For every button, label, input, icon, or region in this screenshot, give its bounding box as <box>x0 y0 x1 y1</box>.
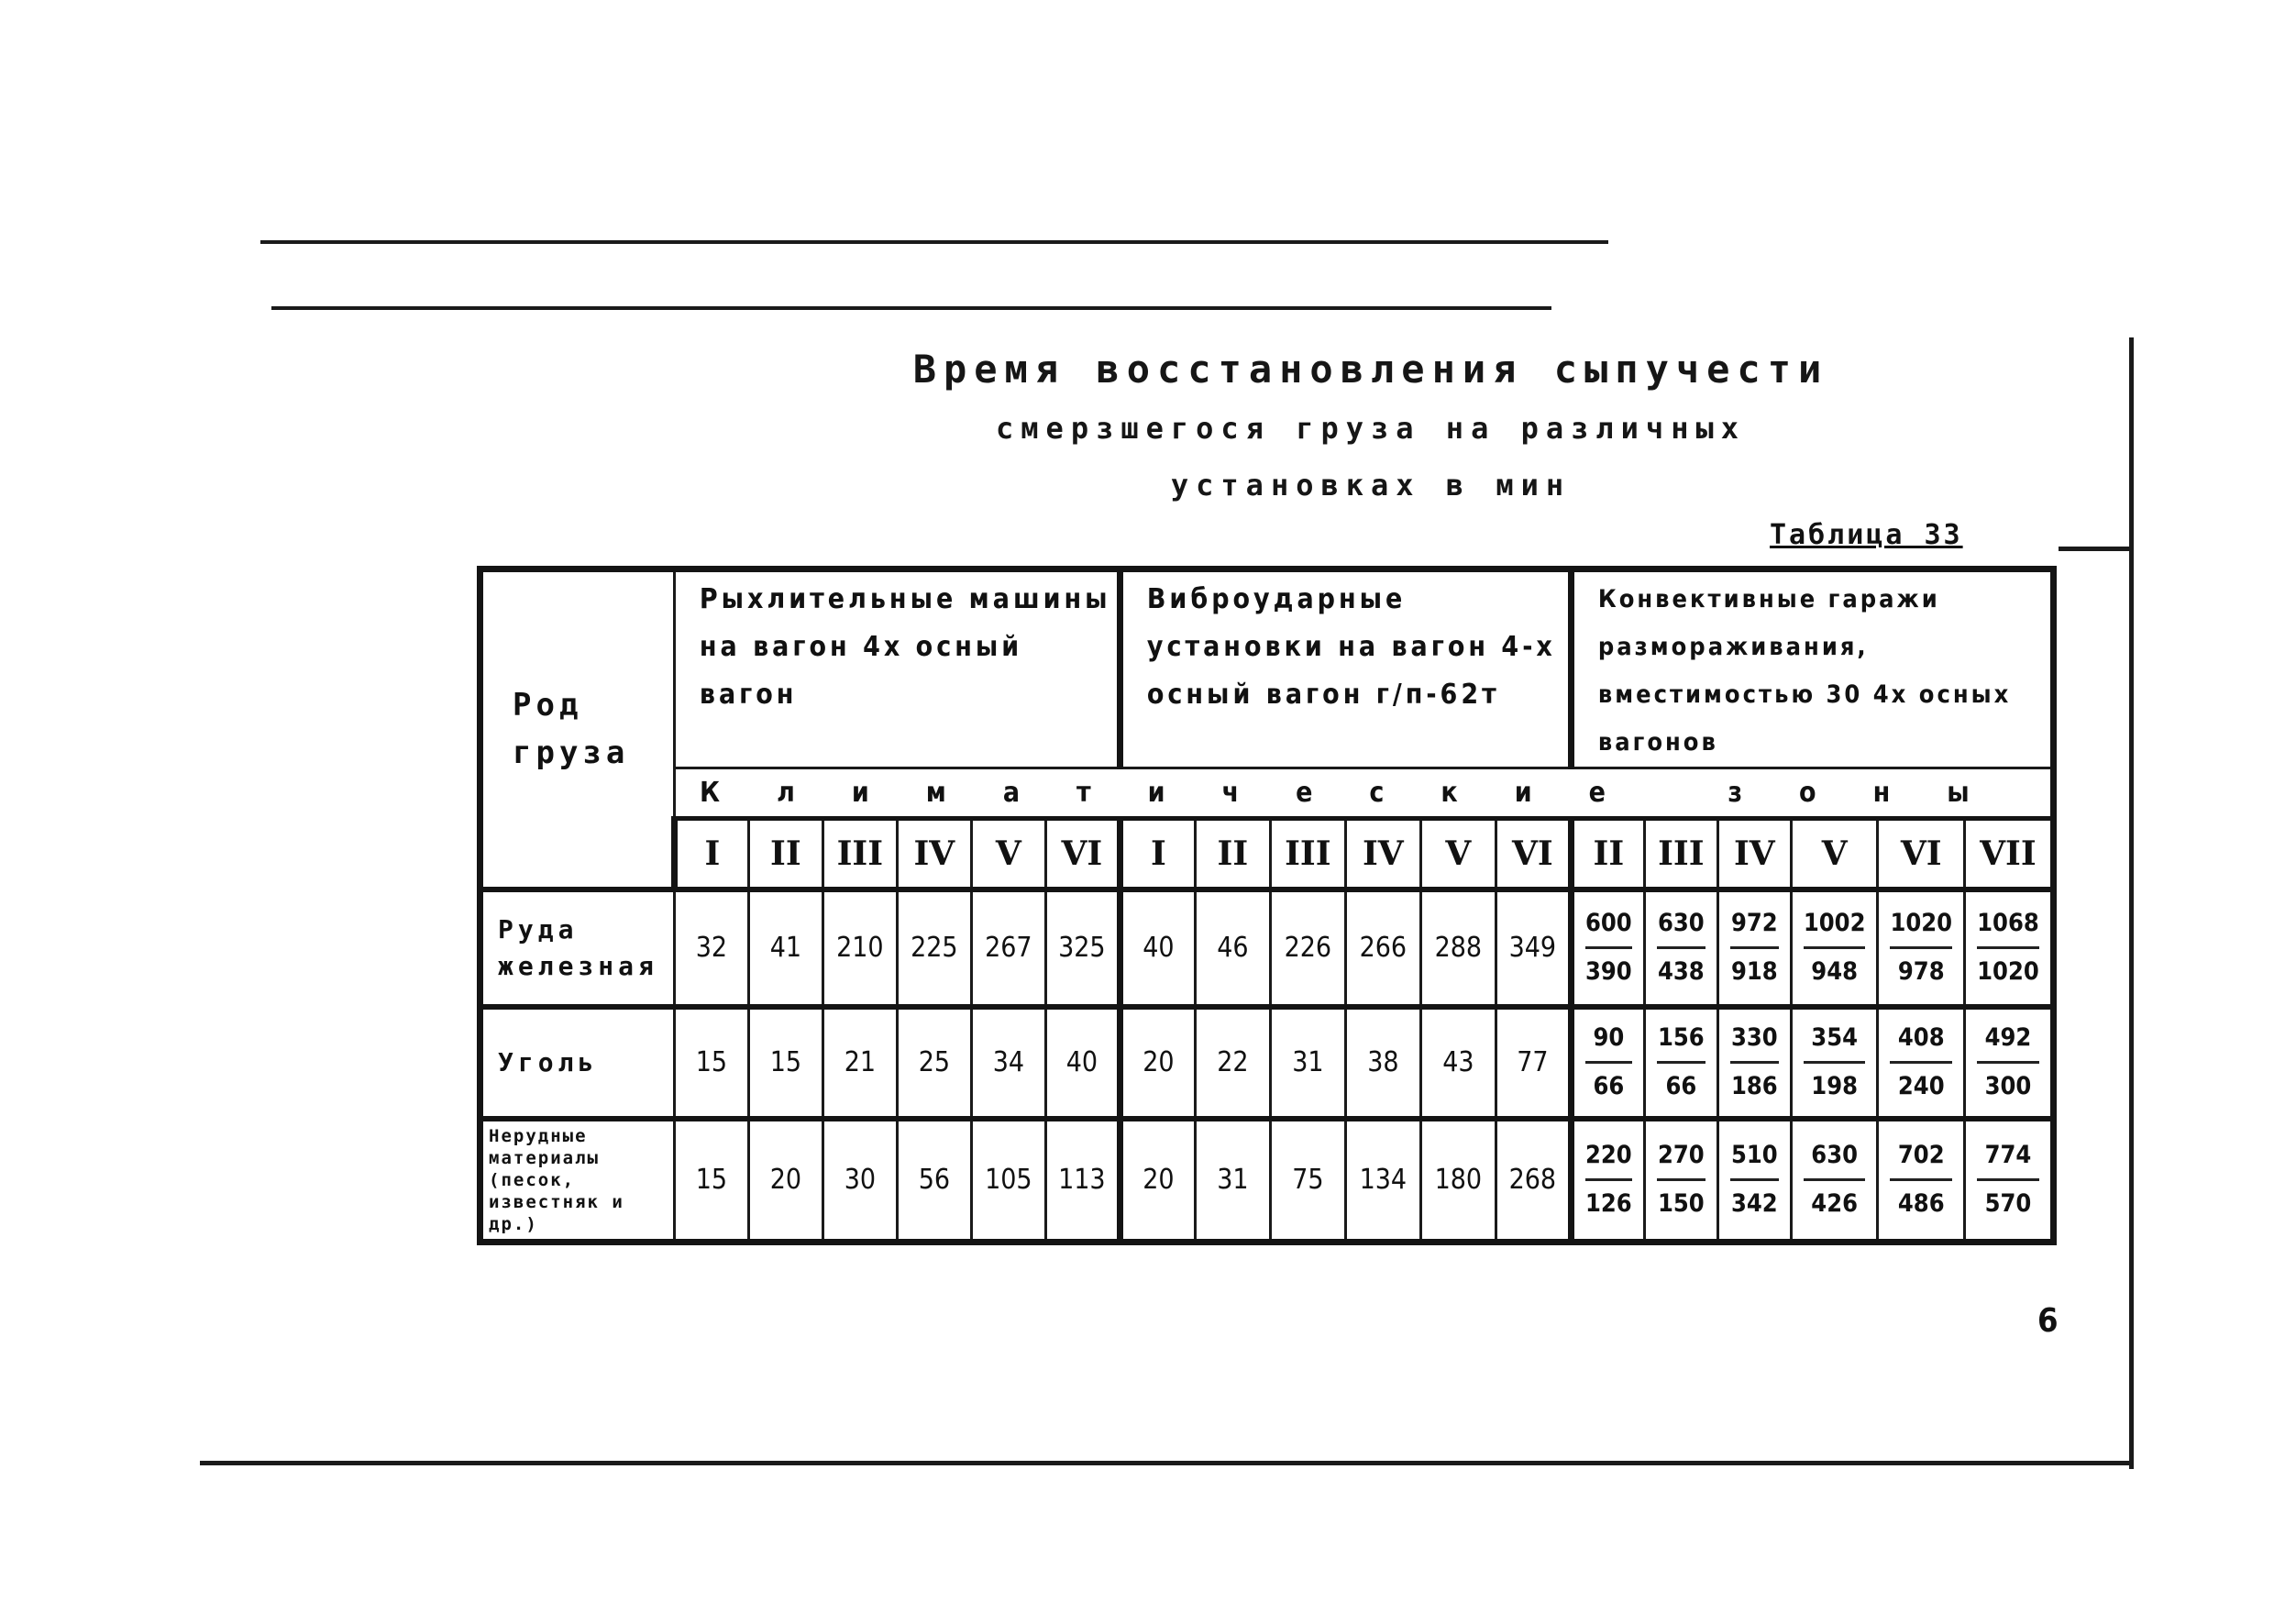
bottom-frame-rule <box>200 1461 2133 1465</box>
fraction-cell <box>1965 889 2054 1007</box>
fraction-cell <box>1878 1119 1965 1243</box>
table-cell: 105 <box>971 1119 1045 1243</box>
fraction-numerator: 408 <box>1890 1024 1952 1064</box>
table-cell: 34 <box>971 1007 1045 1119</box>
fraction-cell <box>1791 1119 1878 1243</box>
table-cell: 32 <box>674 889 748 1007</box>
zone-header-cell: III <box>822 819 897 889</box>
table-cell: 77 <box>1496 1007 1571 1119</box>
table-cell: 210 <box>822 889 897 1007</box>
fraction-numerator: 972 <box>1730 910 1779 949</box>
table-cell: 43 <box>1420 1007 1496 1119</box>
zone-header-cell: II <box>1195 819 1270 889</box>
fraction-numerator: 492 <box>1977 1024 2039 1064</box>
zone-header-cell: VII <box>1965 819 2054 889</box>
zone-header-cell: VI <box>1496 819 1571 889</box>
zone-header-cell: II <box>748 819 822 889</box>
zone-header-cell: IV <box>1345 819 1420 889</box>
fraction-denominator: 66 <box>1665 1072 1697 1100</box>
zone-header-cell: V <box>1420 819 1496 889</box>
fraction-cell <box>1644 889 1717 1007</box>
fraction-numerator: 90 <box>1585 1024 1632 1064</box>
page-title-line-3: установках в мин <box>1170 468 1572 503</box>
recovery-time-table <box>477 566 2057 1245</box>
fraction-cell <box>1965 1007 2054 1119</box>
table-label: Таблица 33 <box>1770 519 1963 551</box>
fraction-denominator: 570 <box>1984 1189 2032 1218</box>
fraction-cell <box>1878 889 1965 1007</box>
table-row <box>480 1119 2054 1243</box>
fraction-denominator: 66 <box>1593 1072 1625 1100</box>
row-header-label: Род груза <box>513 687 630 772</box>
group-header-vibro: Виброударные установки на вагон 4-х осный вагон г/п-62т <box>1120 569 1571 768</box>
table-cell: 349 <box>1496 889 1571 1007</box>
table-cell: 15 <box>674 1119 748 1243</box>
zone-header-cell: V <box>1791 819 1878 889</box>
table-cell: 56 <box>897 1119 971 1243</box>
cargo-name-cell: Нерудные материалы (песок, известняк и др.) <box>480 1119 675 1243</box>
table-cell: 20 <box>1120 1007 1195 1119</box>
table-cell: 113 <box>1045 1119 1120 1243</box>
fraction-cell <box>1571 1119 1644 1243</box>
zone-header-cell: V <box>971 819 1045 889</box>
fraction-cell <box>1717 1007 1791 1119</box>
page-number: 6 <box>2037 1302 2059 1340</box>
fraction-denominator: 390 <box>1585 957 1632 986</box>
right-tick-rule <box>2059 547 2132 551</box>
table-cell: 15 <box>748 1007 822 1119</box>
fraction-denominator: 300 <box>1984 1072 2032 1100</box>
table-cell: 31 <box>1195 1119 1270 1243</box>
fraction-denominator: 150 <box>1658 1189 1705 1218</box>
zone-header-cell: IV <box>1717 819 1791 889</box>
fraction-cell <box>1644 1007 1717 1119</box>
fraction-denominator: 918 <box>1731 957 1778 986</box>
fraction-numerator: 600 <box>1585 910 1632 949</box>
zone-header-cell: III <box>1644 819 1717 889</box>
table-row <box>480 889 2054 1007</box>
group-header-ripper: Рыхлительные машины на вагон 4х осный вагон <box>674 569 1120 768</box>
zone-header-cell: I <box>1120 819 1195 889</box>
group-header-garage: Конвективные гаражи размораживания, вместимостью 30 4х осных вагонов <box>1571 569 2053 768</box>
fraction-numerator: 630 <box>1804 1142 1866 1181</box>
fraction-denominator: 978 <box>1897 957 1945 986</box>
zone-header-cell: VI <box>1045 819 1120 889</box>
cargo-name-cell: Руда железная <box>480 889 675 1007</box>
table-cell: 268 <box>1496 1119 1571 1243</box>
fraction-denominator: 342 <box>1731 1189 1778 1218</box>
table-cell: 31 <box>1270 1007 1345 1119</box>
top-rule-1 <box>260 240 1608 244</box>
fraction-cell <box>1717 889 1791 1007</box>
table-cell: 225 <box>897 889 971 1007</box>
table-cell: 41 <box>748 889 822 1007</box>
table-cell: 40 <box>1045 1007 1120 1119</box>
table-cell: 20 <box>748 1119 822 1243</box>
fraction-numerator: 702 <box>1890 1142 1952 1181</box>
zone-header-cell: I <box>674 819 748 889</box>
fraction-numerator: 1002 <box>1804 910 1866 949</box>
fraction-numerator: 330 <box>1730 1024 1779 1064</box>
fraction-cell <box>1571 1007 1644 1119</box>
table-cell: 266 <box>1345 889 1420 1007</box>
zone-header-cell: IV <box>897 819 971 889</box>
fraction-denominator: 426 <box>1811 1189 1859 1218</box>
zone-header-cell: VI <box>1878 819 1965 889</box>
fraction-numerator: 1068 <box>1977 910 2039 949</box>
table-cell: 30 <box>822 1119 897 1243</box>
fraction-numerator: 270 <box>1657 1142 1706 1181</box>
table-cell: 46 <box>1195 889 1270 1007</box>
right-frame-rule <box>2129 337 2134 1469</box>
fraction-cell <box>1717 1119 1791 1243</box>
table-cell: 325 <box>1045 889 1120 1007</box>
table-row <box>480 1007 2054 1119</box>
fraction-numerator: 354 <box>1804 1024 1866 1064</box>
fraction-cell <box>1878 1007 1965 1119</box>
table-cell: 288 <box>1420 889 1496 1007</box>
table-cell: 226 <box>1270 889 1345 1007</box>
row-header-cell <box>480 569 675 889</box>
table-cell: 20 <box>1120 1119 1195 1243</box>
fraction-numerator: 1020 <box>1890 910 1952 949</box>
fraction-cell <box>1571 889 1644 1007</box>
fraction-numerator: 774 <box>1977 1142 2039 1181</box>
fraction-cell <box>1965 1119 2054 1243</box>
climatic-zones-header: Климатические зоны <box>674 768 2053 819</box>
page-title-line-2: смерзшегося груза на различных <box>996 411 1746 446</box>
table-cell: 22 <box>1195 1007 1270 1119</box>
table-cell: 134 <box>1345 1119 1420 1243</box>
table-cell: 25 <box>897 1007 971 1119</box>
fraction-denominator: 1020 <box>1977 957 2039 986</box>
fraction-denominator: 240 <box>1897 1072 1945 1100</box>
fraction-numerator: 630 <box>1657 910 1706 949</box>
fraction-cell <box>1791 889 1878 1007</box>
table-cell: 180 <box>1420 1119 1496 1243</box>
fraction-cell <box>1644 1119 1717 1243</box>
table-cell: 267 <box>971 889 1045 1007</box>
top-rule-2 <box>271 306 1551 310</box>
fraction-numerator: 220 <box>1585 1142 1632 1181</box>
fraction-denominator: 438 <box>1658 957 1705 986</box>
fraction-denominator: 198 <box>1811 1072 1859 1100</box>
table-cell: 40 <box>1120 889 1195 1007</box>
cargo-name-cell: Уголь <box>480 1007 675 1119</box>
fraction-denominator: 948 <box>1811 957 1859 986</box>
table-cell: 75 <box>1270 1119 1345 1243</box>
zone-header-cell: II <box>1571 819 1644 889</box>
fraction-denominator: 486 <box>1897 1189 1945 1218</box>
page-title-line-1: Время восстановления сыпучести <box>912 347 1829 392</box>
fraction-denominator: 126 <box>1585 1189 1632 1218</box>
fraction-numerator: 510 <box>1730 1142 1779 1181</box>
table-cell: 38 <box>1345 1007 1420 1119</box>
table-cell: 15 <box>674 1007 748 1119</box>
fraction-numerator: 156 <box>1657 1024 1706 1064</box>
fraction-denominator: 186 <box>1731 1072 1778 1100</box>
fraction-cell <box>1791 1007 1878 1119</box>
zone-header-cell: III <box>1270 819 1345 889</box>
table-cell: 21 <box>822 1007 897 1119</box>
